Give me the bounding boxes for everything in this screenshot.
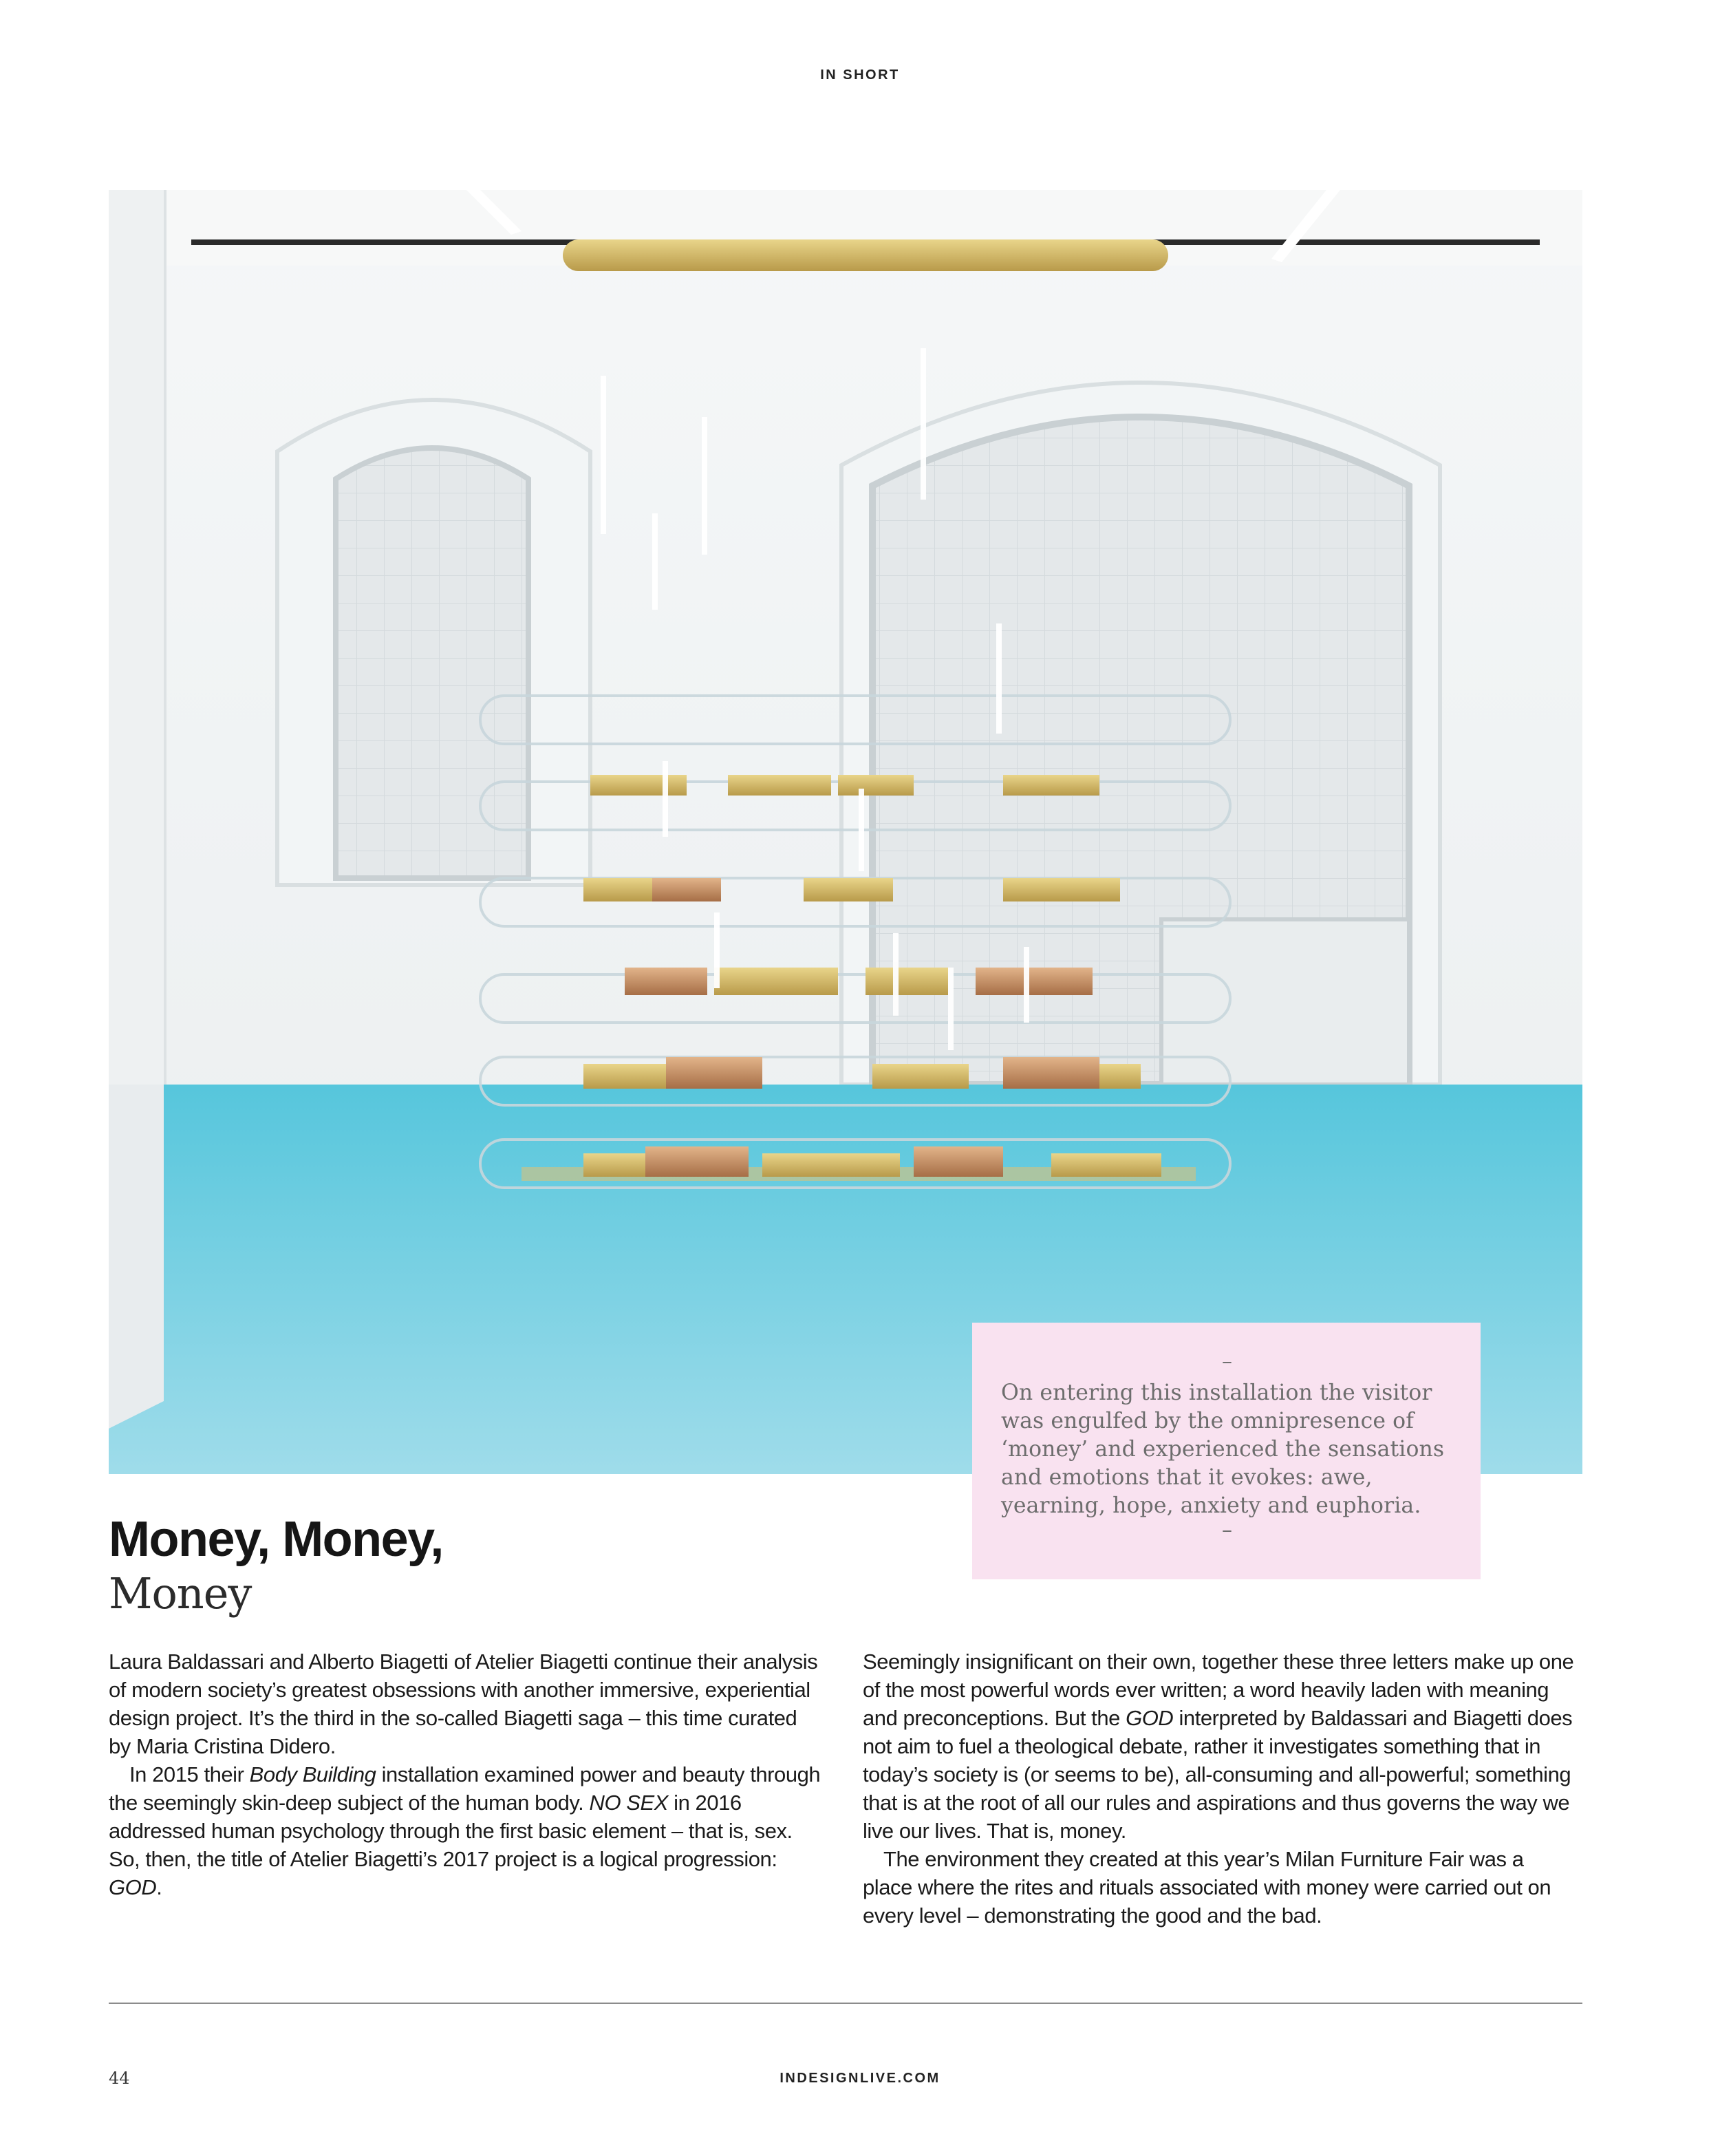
pull-quote <box>972 1323 1481 1579</box>
pull-quote-dash-bottom: – <box>1222 1518 1232 1542</box>
body-paragraph: The environment they created at this year’s Milan Furniture Fair was a place where the rites and rituals associated with money were carried out on every level – demonstrating the good and the bad. <box>863 1847 1551 1928</box>
footer-divider <box>109 2003 1582 2004</box>
section-label: IN SHORT <box>820 67 900 83</box>
body-paragraph: Laura Baldassari and Alberto Biagetti of Atelier Biagetti continue their analysis of modern society’s greatest obsessions with another immersive, experiential design project. It’s the third in the so-called Biagetti saga – this time curated by Maria Cristina Didero. <box>109 1650 818 1758</box>
body-italic-text: GOD <box>109 1875 157 1899</box>
body-text: in 2016 addressed human psychology through the first basic element – that is, sex. So, then, the title of Atelier Biagetti’s 2017 project is a logical progression: <box>109 1791 793 1871</box>
body-column-right <box>863 1647 1578 1930</box>
body-text: interpreted by Baldassari and Biagetti does not aim to fuel a theological debate, rather it investigates something that in today’s society is (or seems to be), all-consuming and all-powerful; something that is at the root of all our rules and aspirations and thus governs the way we live our lives. That is, money. <box>863 1706 1573 1843</box>
footer-website: INDESIGNLIVE.COM <box>780 2071 940 2086</box>
article-subtitle: Money <box>109 1568 252 1619</box>
body-paragraph <box>863 1647 1578 1845</box>
body-paragraph <box>109 1760 824 1901</box>
pull-quote-text: On entering this installation the visitor was engulfed by the omnipresence of ‘money’ and experienced the sensations and emotions that it evokes: awe, yearning, hope, anxiety and euphoria. <box>1001 1380 1445 1518</box>
body-text: Seemingly insignificant on their own, together these three letters make up one of the most powerful words ever written; a word heavily laden with meaning and preconceptions. But the <box>863 1650 1574 1730</box>
body-text: installation examined power and beauty through the seemingly skin-deep subject of the human body. <box>109 1762 821 1815</box>
installation-photo <box>109 190 1582 1474</box>
body-italic-text: NO SEX <box>589 1791 668 1815</box>
installation-photo-icon <box>109 190 1582 1474</box>
pull-quote-dash-top: – <box>1222 1349 1232 1374</box>
article-title: Money, Money, <box>109 1512 443 1567</box>
body-italic-text: GOD <box>1126 1706 1174 1730</box>
page-number: 44 <box>109 2069 130 2088</box>
body-italic-text: Body Building <box>249 1762 376 1786</box>
body-text: . <box>156 1875 162 1899</box>
body-text: In 2015 their <box>129 1762 250 1786</box>
body-column-left <box>109 1647 824 1901</box>
